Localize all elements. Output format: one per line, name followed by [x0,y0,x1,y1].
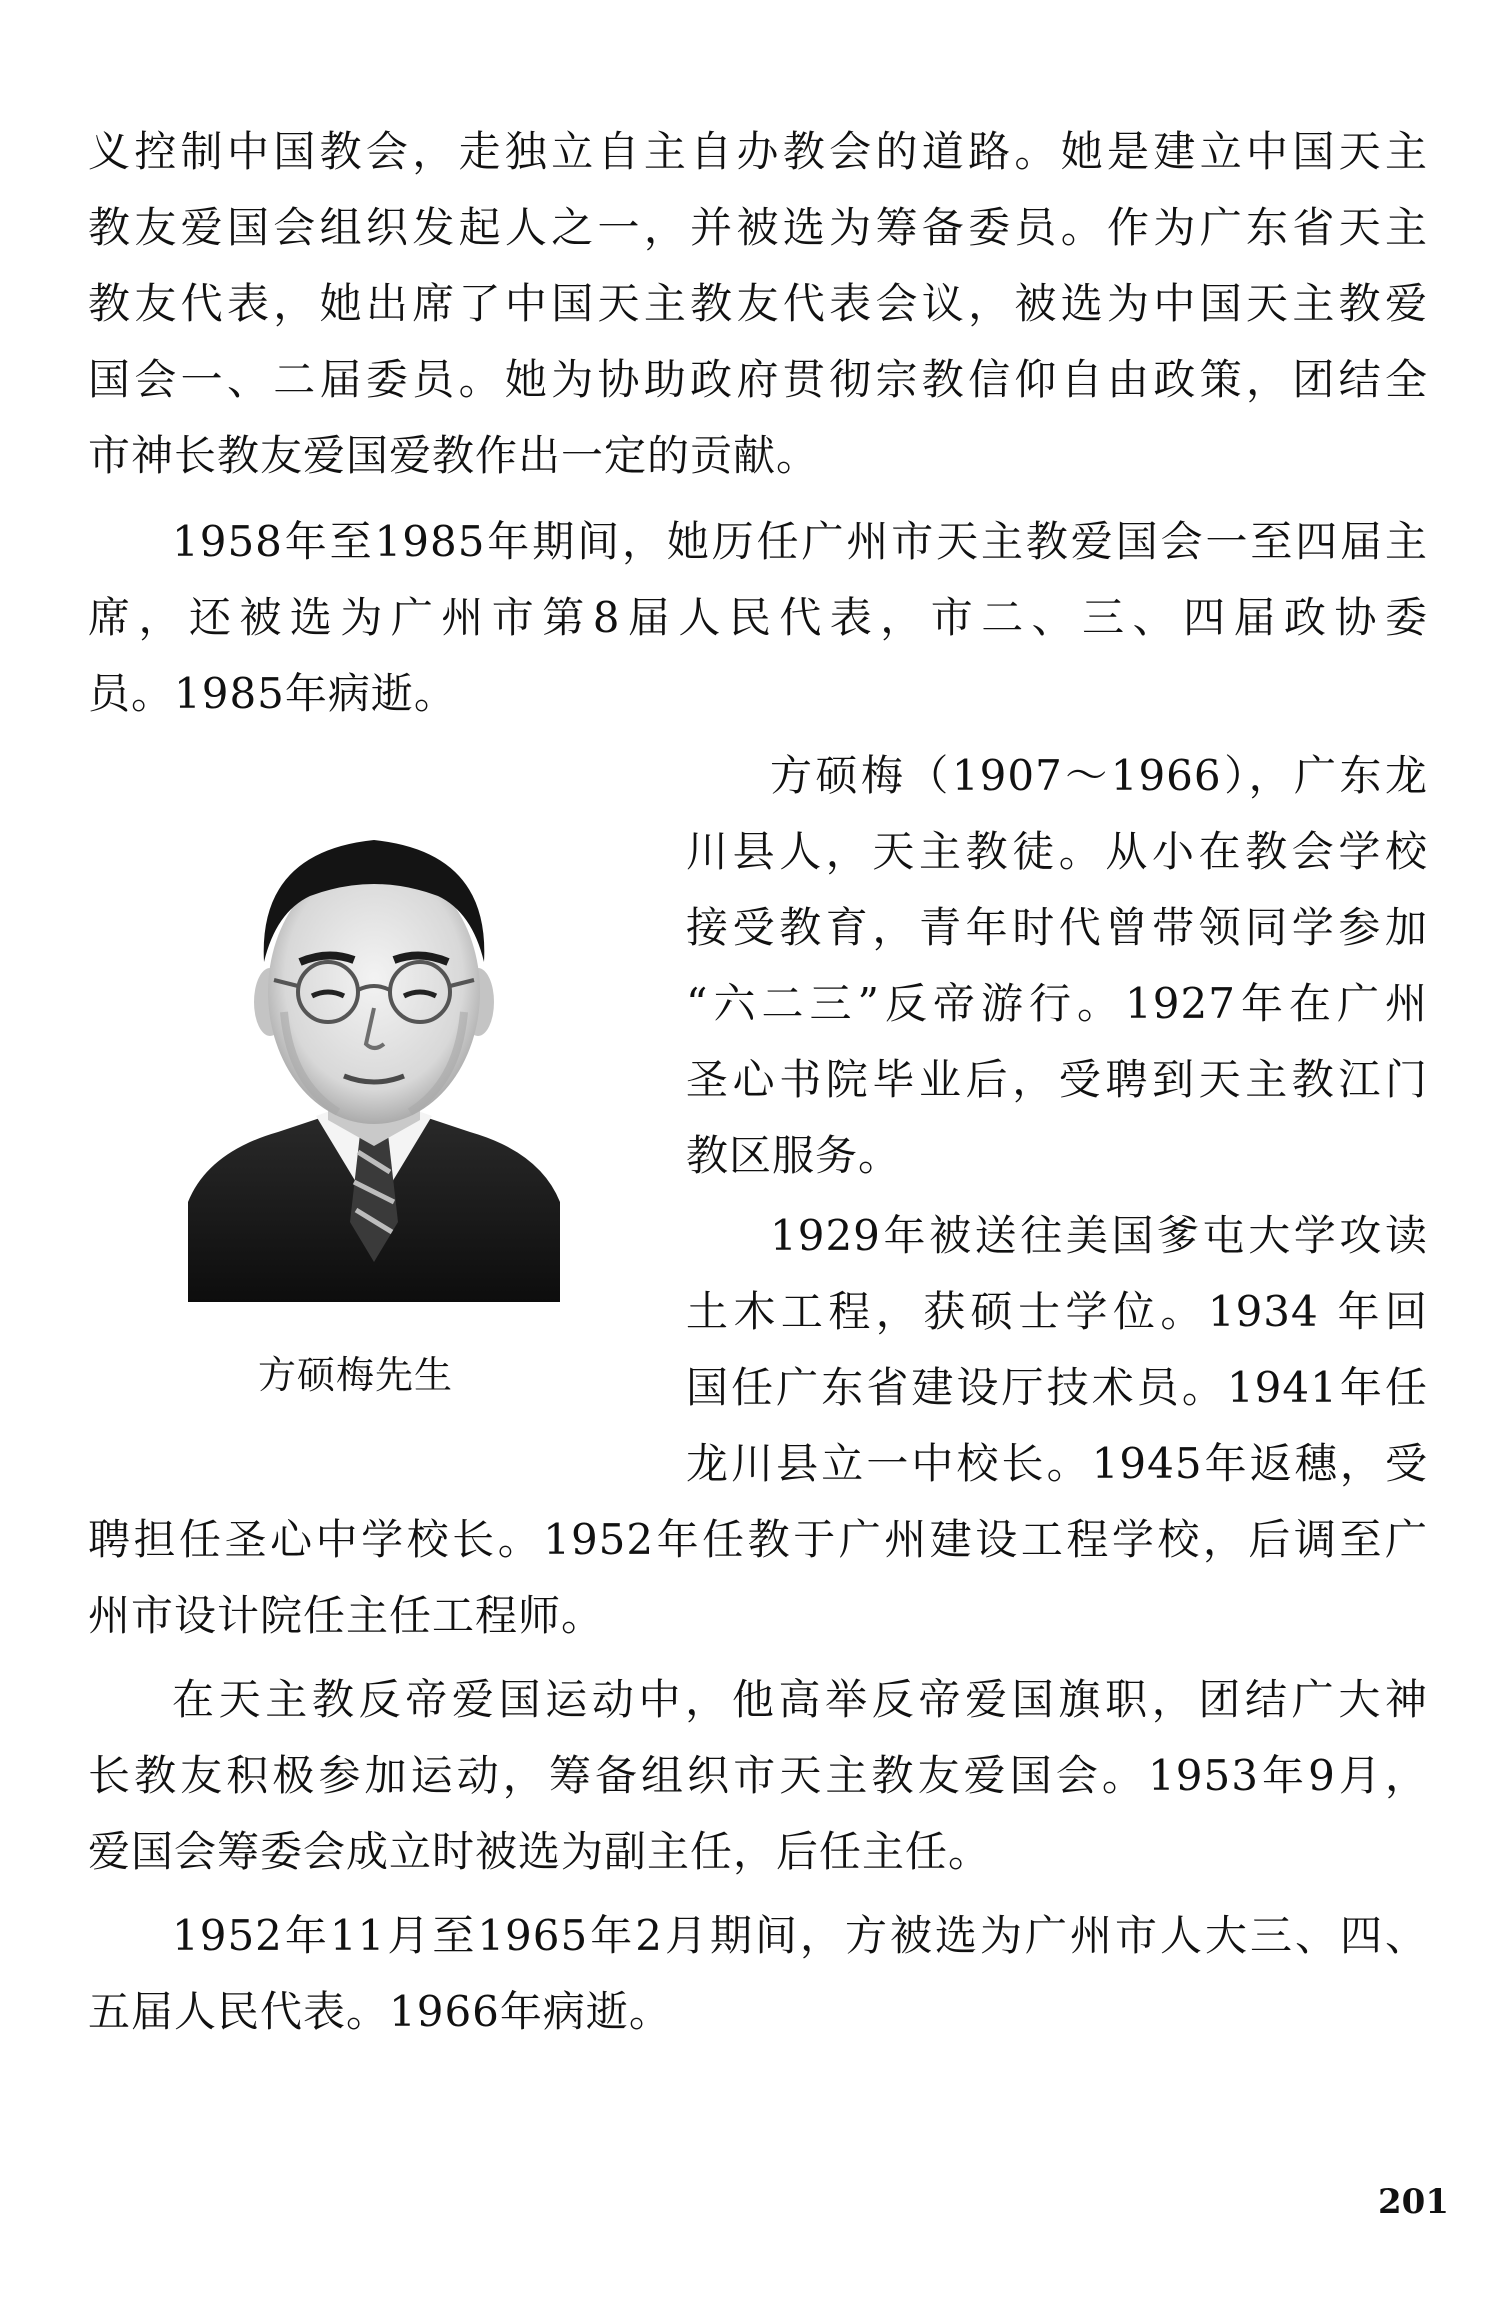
text-line: 1952年11月至1965年2月期间，方被选为广州市人大三、四、 [172,1911,1428,1960]
text-line: 1929年被送往美国爹屯大学攻读 [770,1211,1428,1260]
text-line: 教友代表，她出席了中国天主教友代表会议，被选为中国天主教爱 [88,279,1428,328]
page-number: 201 [1378,2182,1449,2222]
text-line: “六二三”反帝游行。1927年在广州 [686,979,1428,1028]
text-line: 龙川县立一中校长。1945年返穗，受 [686,1439,1428,1488]
text-line: 市神长教友爱国爱教作出一定的贡献。 [88,431,820,480]
text-line: 圣心书院毕业后，受聘到天主教江门 [686,1055,1428,1104]
text-line: 爱国会筹委会成立时被选为副主任，后任主任。 [88,1827,992,1876]
text-line: 五届人民代表。1966年病逝。 [88,1987,672,2036]
text-line: 国会一、二届委员。她为协助政府贯彻宗教信仰自由政策，团结全 [88,355,1428,404]
text-line: 长教友积极参加运动，筹备组织市天主教友爱国会。1953年9月， [88,1751,1428,1800]
text-line: 接受教育，青年时代曾带领同学参加 [686,903,1428,952]
photo-caption: 方硕梅先生 [258,1353,454,1397]
text-line: 州市设计院任主任工程师。 [88,1591,605,1640]
portrait-photo [188,812,560,1302]
text-line: 教友爱国会组织发起人之一，并被选为筹备委员。作为广东省天主 [88,203,1428,252]
text-line: 1958年至1985年期间，她历任广州市天主教爱国会一至四届主 [172,517,1428,566]
text-line: 义控制中国教会，走独立自主自办教会的道路。她是建立中国天主 [88,127,1428,176]
text-line: 土木工程，获硕士学位。1934 年回 [686,1287,1428,1336]
text-line: 方硕梅（1907～1966），广东龙 [770,751,1428,800]
text-line: 国任广东省建设厅技术员。1941年任 [686,1363,1428,1412]
text-line: 席，还被选为广州市第8届人民代表，市二、三、四届政协委 [88,593,1428,642]
text-line: 川县人，天主教徒。从小在教会学校 [686,827,1428,876]
text-line: 聘担任圣心中学校长。1952年任教于广州建设工程学校，后调至广 [88,1515,1428,1564]
text-line: 员。1985年病逝。 [88,669,457,718]
text-line: 教区服务。 [686,1131,902,1180]
text-line: 在天主教反帝爱国运动中，他高举反帝爱国旗职，团结广大神 [172,1675,1428,1724]
